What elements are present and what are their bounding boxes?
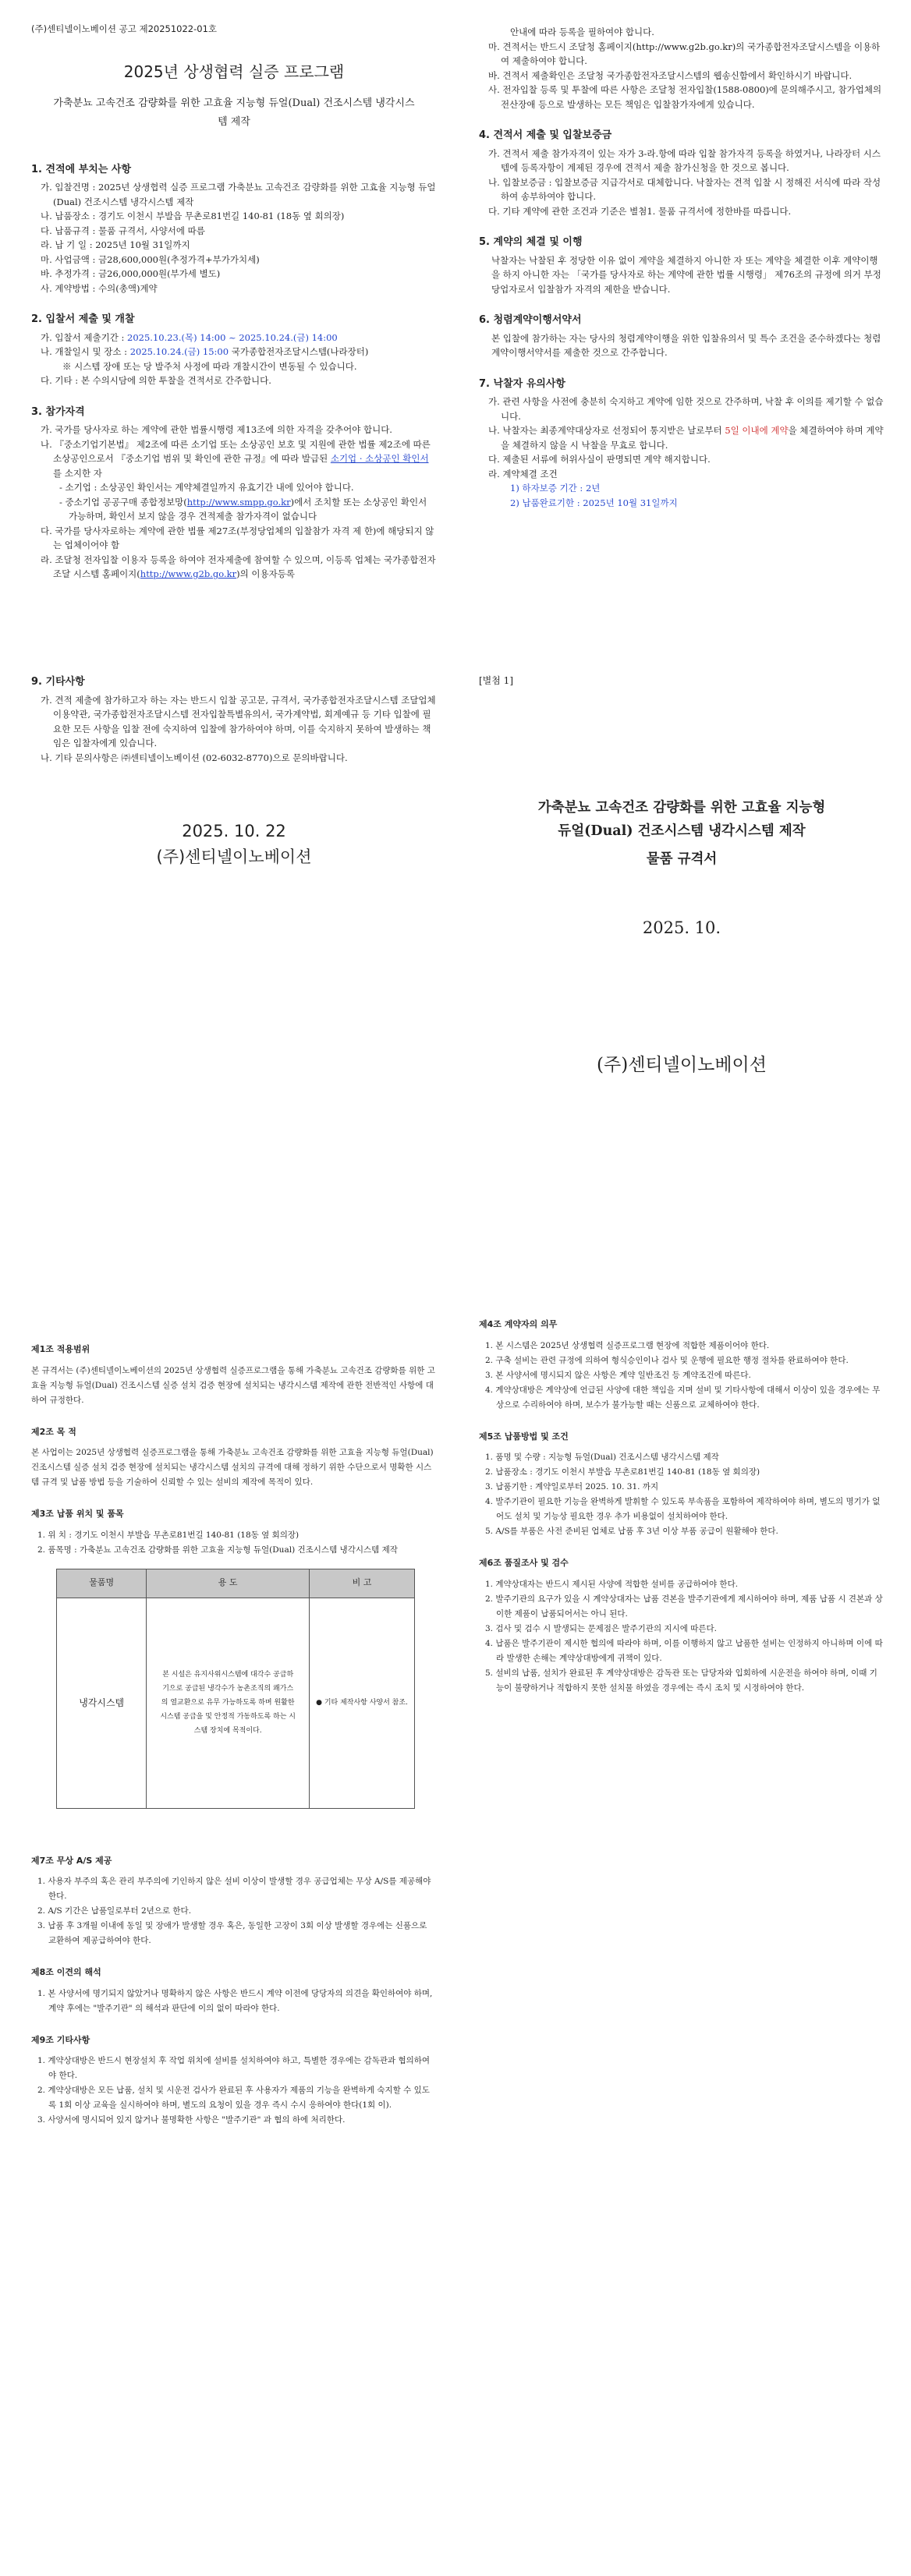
section-1-item: 나. 납품장소 : 경기도 이천시 부발읍 무촌로81번길 140-81 (18동 옆 회의장) bbox=[41, 211, 345, 221]
article-9-item: 1. 계약상대방은 반드시 현장설치 후 작업 위치에 설비를 설치하여야 하고, 특별한 경우에는 감독관과 협의하여야 한다. bbox=[37, 2056, 431, 2080]
opening-place: 국가종합전자조달시스템(나라장터) bbox=[229, 346, 369, 357]
section-3-sub-suffix: )에서 조치할 또는 소상공인 확인서 가능하며, 확인서 보지 않을 경우 견적제출 참가자격이 없습니다 bbox=[69, 496, 427, 522]
notice-number: (주)센티넬이노베이션 공고 제20251022-01호 bbox=[31, 23, 218, 34]
section-1-item: 다. 납품규격 : 물품 규격서, 사양서에 따름 bbox=[41, 225, 205, 236]
section-7-item: 라. 계약체결 조건 bbox=[488, 468, 558, 479]
section-6-text: 본 입찰에 참가하는 자는 당사의 청렴계약이행을 위한 입찰유의서 및 특수 조건을 준수하겠다는 청렴계약이행서약서를 제출한 것으로 간주합니다. bbox=[491, 332, 881, 358]
spec-cover bbox=[479, 674, 884, 1073]
submission-period bbox=[31, 331, 437, 345]
article-9-heading: 제9조 기타사항 bbox=[31, 2034, 90, 2045]
smpp-link[interactable]: http://www.smpp.go.kr bbox=[186, 496, 291, 508]
article-6-heading: 제6조 품질조사 및 검수 bbox=[479, 1558, 569, 1568]
section-1-item: 마. 사업금액 : 금28,600,000원(추정가격+부가가치세) bbox=[41, 253, 260, 265]
article-6-item: 5. 설비의 납품, 설치가 완료된 후 계약상대방은 감독관 또는 담당자와 입회하에 시운전을 하여야 하며, 이때 기능이 불량하거나 적합하지 못한 설치물 하였을 경우에는 즉시 조치 및 시정하여야 한다. bbox=[485, 1668, 877, 1693]
article-7-item: 3. 납품 후 3개월 이내에 동일 및 장애가 발생할 경우 혹은, 동일한 고장이 3회 이상 발생할 경우에는 신품으로 교환하여 제공급하여야 한다. bbox=[37, 1921, 427, 1945]
article-5-item: 5. A/S를 부품은 사전 준비된 업체로 납품 후 3년 이상 부품 공급이 원활해야 한다. bbox=[485, 1527, 778, 1536]
contract-deadline: 5일 이내에 계약 bbox=[725, 425, 789, 436]
article-9-item: 2. 계약상대방은 모든 납품, 설치 및 시운전 검사가 완료된 후 사용자가 제품의 기능을 완벽하게 숙지할 수 있도록 1회 이상 교육을 실시하여야 하며, 별도의 요청이 있을 경우 즉시 수시 응하여야 한다(1회 이). bbox=[37, 2086, 430, 2110]
article-4-item: 4. 계약상대방은 계약상에 언급된 사양에 대한 책임을 지며 설비 및 기타사항에 대해서 이상이 있을 경우에는 무상으로 수리하여야 하며, 보수가 불가능할 때는 신품으로 교체하여야 한다. bbox=[485, 1385, 881, 1410]
notice-continued-column bbox=[31, 675, 437, 864]
section-3-item: 다. 국가를 당사자로하는 계약에 관한 법률 제27조(부정당업체의 입찰참가 자격 제 한)에 해당되지 않는 업체이어야 함 bbox=[41, 525, 434, 550]
section-3-item-suffix: )의 이용자등록 bbox=[236, 568, 295, 579]
section-3-item: 가. 국가를 당사자로 하는 계약에 관한 법률시행령 제13조에 의한 자격을 갖추어야 합니다. bbox=[41, 424, 392, 435]
right-item: 마. 견적서는 반드시 조달청 홈페이지(http://www.g2b.go.kr)의 국가종합전자조달시스템을 이용하여 제출하여야 합니다. bbox=[488, 41, 881, 66]
section-5-text: 낙찰자는 낙찰된 후 정당한 이유 없이 계약을 체결하지 아니한 자 또는 계약을 체결한 이후 계약이행을 하지 아니한 자는 「국가를 당사자로 하는 계약에 관한 법률 시행령」 제76조의 규정에 의거 부정당업자로서 입찰참가 자격의 제한을 받습니다. bbox=[491, 254, 881, 295]
notice-right-column bbox=[479, 25, 884, 510]
section-5-heading: 5. 계약의 체결 및 이행 bbox=[479, 236, 583, 248]
section-1-item: 바. 추정가격 : 금26,000,000원(부가세 별도) bbox=[41, 268, 221, 279]
section-1-item: 가. 입찰건명 : 2025년 상생협력 실증 프로그램 가축분뇨 고속건조 감량화를 위한 고효율 지능형 듀얼(Dual) 건조시스템 냉각시스템 제작 bbox=[41, 182, 436, 207]
system-note: ※ 시스템 장애 또는 당 발주처 사정에 따라 개찰시간이 변동될 수 있습니다. bbox=[62, 360, 357, 372]
table-cell-name: 냉각시스템 bbox=[57, 1598, 147, 1808]
section-3-sub bbox=[31, 495, 437, 524]
notice-title: 2025년 상생협력 실증 프로그램 bbox=[123, 62, 345, 81]
article-3-heading: 제3조 납품 위치 및 품목 bbox=[31, 1509, 124, 1519]
notice-subtitle: 가축분뇨 고속건조 감량화를 위한 고효율 지능형 듀얼(Dual) 건조시스템 냉각시스템 제작 bbox=[53, 97, 415, 128]
section-3-item bbox=[31, 437, 437, 481]
section-6-heading: 6. 청렴계약이행서약서 bbox=[479, 314, 582, 326]
cover-date: 2025. 10. bbox=[642, 918, 721, 937]
section-4-item: 다. 기타 계약에 관한 조건과 기준은 별첨1. 물품 규격서에 정한바를 따릅니다. bbox=[488, 205, 792, 217]
section-3-item bbox=[31, 553, 437, 582]
right-item: 바. 견적서 제출확인은 조달청 국가종합전자조달시스템의 웹송신함에서 확인하시기 바랍니다. bbox=[488, 69, 853, 81]
section-4 bbox=[479, 129, 884, 218]
article-4-item: 3. 본 사양서에 명시되지 않은 사항은 계약 일반조건 등 계약조건에 따른다. bbox=[485, 1370, 751, 1380]
table-cell-usage: 본 시설은 유지사위시스템에 대각수 공급하기으로 공급된 냉각수가 농촌조직의 쾌가스의 열교환으로 유무 가능하도록 하며 원활한 시스템 공급을 및 안정적 가동하도록 하는 시스템 장치에 목적이다. bbox=[147, 1598, 310, 1808]
table-header: 물품명 bbox=[57, 1569, 147, 1598]
warranty-period: 1) 하자보증 기간 : 2년 bbox=[510, 483, 601, 494]
opening-datetime-label: 나. 개찰일시 및 장소 : bbox=[41, 346, 130, 357]
g2b-link[interactable]: http://www.g2b.go.kr bbox=[140, 568, 237, 579]
article-5-item: 4. 발주기관이 필요한 기능을 완벽하게 발휘할 수 있도록 부속품을 포함하여 제작하여야 하며, 별도의 명기가 없어도 설치 및 기능상 필요한 경우 추가 비용없이 설치하여야 한다. bbox=[485, 1497, 881, 1521]
section-4-heading: 4. 견적서 제출 및 입찰보증금 bbox=[479, 129, 612, 141]
article-1-text: 본 규격서는 (주)센티넬이노베이션의 2025년 상생협력 실증프로그램을 통해 가축분뇨 고속건조 감량화를 위한 고효율 지능형 듀얼(Dual) 건조시스템 실증 설치 검증 현장에 설치되는 냉각시스템 제작에 관한 전반적인 사항에 대하여 규정한다. bbox=[31, 1365, 435, 1405]
section-6 bbox=[479, 313, 884, 360]
section-3-item-text: 나. 『중소기업기본법』 제2조에 따른 소기업 또는 소상공인 보호 및 지원에 관한 법률 제2조에 따른 소상공인으로서 『중소기업 범위 및 확인에 관한 규정』에 따라 발급된 bbox=[41, 438, 431, 464]
attachment-label: [별첨 1] bbox=[479, 675, 513, 686]
section-2-item: 다. 기타 : 본 수의시담에 의한 투찰을 견적서로 간주합니다. bbox=[41, 375, 271, 386]
article-7-heading: 제7조 무상 A/S 제공 bbox=[31, 1855, 112, 1866]
section-5 bbox=[479, 235, 884, 296]
signature-date: 2025. 10. 22 bbox=[182, 822, 286, 840]
notice-left-column bbox=[31, 22, 437, 582]
table-header-row bbox=[57, 1569, 415, 1598]
submission-period-value: 2025.10.23.(목) 14:00 ~ 2025.10.24.(금) 14:00 bbox=[127, 331, 338, 343]
section-1-heading: 1. 견적에 부치는 사항 bbox=[31, 163, 132, 175]
article-1-heading: 제1조 적용범위 bbox=[31, 1344, 90, 1354]
table-header: 용 도 bbox=[147, 1569, 310, 1598]
opening-datetime-value: 2025.10.24.(금) 15:00 bbox=[129, 346, 229, 357]
cover-title-line: 듀얼(Dual) 건조시스템 냉각시스템 제작 bbox=[558, 823, 806, 839]
article-8-heading: 제8조 이견의 해석 bbox=[31, 1967, 101, 1977]
cover-title-line: 가축분뇨 고속건조 감량화를 위한 고효율 지능형 bbox=[537, 799, 826, 816]
article-3-item: 1. 위 치 : 경기도 이천시 부발읍 무촌로81번길 140-81 (18동 옆 회의장) bbox=[37, 1530, 300, 1540]
article-4-item: 1. 본 시스템은 2025년 상생협력 실증프로그램 현장에 적합한 제품이어야 한다. bbox=[485, 1340, 770, 1350]
delivery-deadline: 2) 납품완료기한 : 2025년 10월 31일까지 bbox=[510, 497, 678, 508]
section-7-item bbox=[479, 423, 884, 452]
certificate-link[interactable]: 소기업 · 소상공인 확인서 bbox=[330, 453, 429, 464]
article-5-item: 1. 품명 및 수량 : 지능형 듀얼(Dual) 건조시스템 냉각시스템 제작 bbox=[485, 1453, 719, 1462]
section-4-item: 가. 견적서 제출 참가자격이 있는 자가 3-라.항에 따라 입찰 참가자격 등록을 하였거나, 나라장터 시스템에 등록자항이 계제된 경우에 견적서 제출 참가신청을 한 것으로 봅니다. bbox=[488, 147, 881, 173]
section-9-heading: 9. 기타사항 bbox=[31, 676, 85, 688]
section-1 bbox=[31, 163, 437, 296]
section-3 bbox=[31, 405, 437, 582]
continued-line: 안내에 따라 등록을 필하여야 합니다. bbox=[510, 27, 654, 37]
section-7-item: 다. 제출된 서류에 허위사실이 판명되면 계약 해지합니다. bbox=[488, 454, 711, 465]
article-5-item: 3. 납품기한 : 계약일로부터 2025. 10. 31. 까지 bbox=[485, 1482, 659, 1491]
section-1-item: 사. 계약방법 : 수의(총액)계약 bbox=[41, 282, 158, 294]
section-3-sub: - 소기업 : 소상공인 확인서는 계약체결일까지 유효기간 내에 있어야 합니다. bbox=[59, 482, 354, 493]
article-4-heading: 제4조 계약자의 의무 bbox=[479, 1319, 558, 1329]
table-header: 비 고 bbox=[310, 1569, 415, 1598]
section-3-sub-prefix: - 중소기업 공공구매 종합정보망( bbox=[59, 496, 187, 508]
item-table bbox=[56, 1569, 415, 1809]
section-3-item-prefix: 라. 조달청 전자입찰 이용자 등록을 하여야 전자제출에 참여할 수 있으며, 이등록 업체는 국가종합전자조달 시스템 홈페이지( bbox=[41, 554, 436, 579]
article-7-item: 2. A/S 기간은 납품일로부터 2년으로 한다. bbox=[37, 1906, 192, 1916]
article-4-item: 2. 구축 설비는 관련 규정에 의하여 형식승인이나 검사 및 운행에 필요한 행정 절차를 완료하여야 한다. bbox=[485, 1355, 849, 1365]
spec-left-column bbox=[31, 1343, 437, 2128]
article-6-item: 4. 납품은 발주기관이 제시한 협의에 따라야 하며, 이를 이행하지 않고 납품한 설비는 인정하지 아니하며 이에 따라 발생한 손해는 계약상대방에게 귀책이 있다. bbox=[485, 1638, 883, 1663]
article-6-item: 3. 검사 및 검수 시 발생되는 문제점은 발주기관의 지시에 따른다. bbox=[485, 1623, 717, 1633]
article-2-text: 본 사업이는 2025년 상생협력 실증프로그램을 통해 가축분뇨 고속건조 감량화를 위한 고효율 지능형 듀얼(Dual) 건조시스템 실증 설치 검증 현장에 설치되는 냉각시스템 설치의 규격에 대해 정하기 위한 수단으로서 명확한 시스템 규격 및 납품 방법 등을 기술하여 신뢰할 수 있는 설비의 제작에 목적이 있다. bbox=[31, 1448, 434, 1487]
spec-right-column bbox=[479, 1318, 884, 1696]
section-1-item: 라. 납 기 일 : 2025년 10월 31일까지 bbox=[41, 239, 190, 250]
article-5-heading: 제5조 납품방법 및 조건 bbox=[479, 1431, 569, 1442]
article-5-item: 2. 납품장소 : 경기도 이천시 부발읍 무촌로81번길 140-81 (18동 옆 회의장) bbox=[485, 1467, 760, 1477]
article-8-item: 1. 본 사양서에 명기되지 않았거나 명확하지 않은 사항은 반드시 계약 이전에 당당자의 의견을 확인하여야 하며, 계약 후에는 "발주기관" 의 해석과 판단에 이의 없이 따라야 한다. bbox=[37, 1988, 433, 2013]
section-3-heading: 3. 참가자격 bbox=[31, 405, 85, 418]
cover-title bbox=[479, 796, 884, 871]
section-7-item-suffix: 을 체결하여야 하며 계약을 체결하지 않을 시 낙찰을 무효로 합니다. bbox=[501, 425, 884, 451]
cover-subtitle: 물품 규격서 bbox=[646, 851, 718, 867]
article-7-item: 1. 사용자 부주의 혹은 관리 부주의에 기인하지 않은 설비 이상이 발생할 경우 공급업체는 무상 A/S를 제공해야 한다. bbox=[37, 1877, 431, 1901]
section-3-item-tail: 를 소지한 자 bbox=[53, 467, 102, 479]
article-3-item: 2. 품목명 : 가축분뇨 고속건조 감량화를 위한 고효율 지능형 듀얼(Dual) 건조시스템 냉각시스템 제작 bbox=[37, 1545, 398, 1555]
article-6-item: 2. 발주기관의 요구가 있을 시 계약상대자는 납품 견본을 발주기관에게 제시하여야 하며, 제품 납품 시 견본과 상이한 제품이 납품되어서는 아니 된다. bbox=[485, 1594, 883, 1619]
section-7-heading: 7. 낙찰자 유의사항 bbox=[479, 377, 565, 390]
cover-company: (주)센티넬이노베이션 bbox=[597, 1055, 767, 1075]
section-4-item: 나. 입찰보증금 : 입찰보증금 지급각서로 대체합니다. 낙찰자는 견적 입찰 시 정해진 서식에 따라 작성하여 송부하여야 합니다. bbox=[488, 176, 881, 202]
article-2-heading: 제2조 목 적 bbox=[31, 1426, 76, 1437]
article-9-item: 3. 사양서에 명시되어 있지 않거나 불명확한 사항은 "발주기관" 과 협의 하에 처리한다. bbox=[37, 2115, 346, 2125]
table-cell-note: ● 기타 제작사항 사양서 참조. bbox=[310, 1598, 415, 1808]
section-9-item: 나. 기타 문의사항은 ㈜센티넬이노베이션 (02-6032-8770)으로 문의바랍니다. bbox=[41, 752, 348, 763]
opening-datetime bbox=[31, 345, 437, 359]
submission-period-label: 가. 입찰서 제출기간 : bbox=[41, 331, 128, 343]
section-9-item: 가. 견적 제출에 참가하고자 하는 자는 반드시 입찰 공고문, 규격서, 국가종합전자조달시스템 조달업체 이용약관, 국가종합전자조달시스템 전자입찰특별유의서, 국가계약법, 회계예규 등 기타 입찰에 필요한 모든 사항을 입찰 전에 숙지하여 입찰에 참가하여야 하며, 이를 숙지하지 못하여 발생하는 책임은 입찰자에게 있습니다. bbox=[41, 694, 436, 748]
article-6-item: 1. 계약상대자는 반드시 제시된 사양에 적합한 설비를 공급하여야 한다. bbox=[485, 1579, 739, 1589]
section-2 bbox=[31, 313, 437, 388]
signature-company: (주)센티넬이노베이션 bbox=[156, 847, 312, 866]
section-2-heading: 2. 입찰서 제출 및 개찰 bbox=[31, 313, 135, 325]
table-row bbox=[57, 1598, 415, 1808]
section-7-item-prefix: 나. 낙찰자는 최종계약대상자로 선정되어 통지받은 날로부터 bbox=[488, 425, 725, 436]
right-item: 사. 전자입찰 등록 및 투찰에 따른 사항은 조달청 전자입찰(1588-0800)에 문의해주시고, 참가업체의 전산장애 등으로 발생하는 모든 책임은 입찰참가자에게 있습니다. bbox=[488, 84, 882, 110]
section-7-item: 가. 관련 사항을 사전에 충분히 숙지하고 계약에 임한 것으로 간주하며, 낙찰 후 이의를 제기할 수 없습니다. bbox=[488, 396, 884, 422]
section-7 bbox=[479, 377, 884, 511]
